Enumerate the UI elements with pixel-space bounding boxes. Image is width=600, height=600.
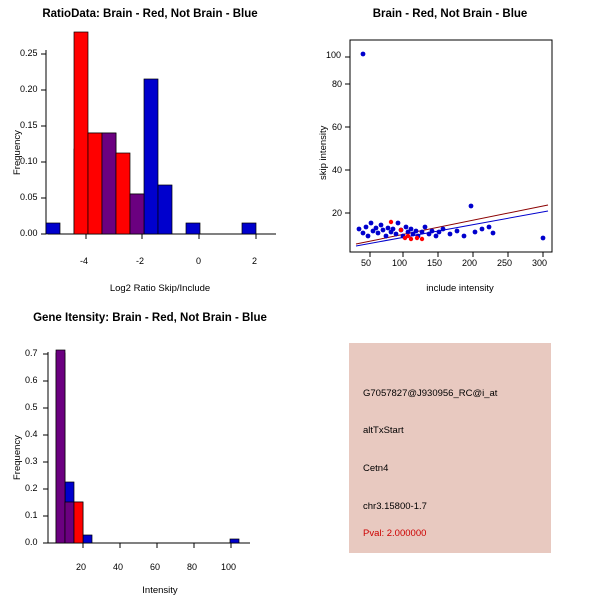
ytick-0.4: 0.4 [25,429,38,439]
ytick-0.15: 0.15 [20,120,38,130]
xtick-2: 2 [252,256,258,266]
ytick-100: 100 [326,50,342,60]
gene-info-box [349,343,551,553]
panel-gene-intensity-title: Gene Itensity: Brain - Red, Not Brain - Blue [33,312,267,324]
xtick-20: 20 [76,562,87,572]
scatter-plot [300,0,600,300]
ytick-0.7: 0.7 [25,348,38,358]
ytick-60: 60 [332,122,343,132]
xtick-100: 100 [392,258,408,268]
ytick-20: 20 [332,208,343,218]
info-event-type: altTxStart [363,425,404,436]
ytick-0.0: 0.0 [25,537,38,547]
ytick-0.3: 0.3 [25,456,38,466]
ytick-80: 80 [332,79,343,89]
info-gene-symbol: Cetn4 [363,463,389,474]
ytick-40: 40 [332,165,343,175]
panel-ratio-histogram-ylabel: Frequency [12,130,23,175]
ytick-0.1: 0.1 [25,510,38,520]
panel-ratio-histogram [0,0,300,300]
xtick-60: 60 [150,562,161,572]
ytick-0.5: 0.5 [25,402,38,412]
xtick-0: 0 [196,256,202,266]
panel-gene-intensity-ylabel: Frequency [12,435,23,480]
xtick-100: 100 [221,562,237,572]
xtick-250: 250 [497,258,513,268]
panel-gene-intensity-xlabel: Intensity [142,585,178,596]
ytick-0.00: 0.00 [20,228,38,238]
ytick-0.6: 0.6 [25,375,38,385]
xtick-300: 300 [532,258,548,268]
panel-ratio-histogram-title: RatioData: Brain - Red, Not Brain - Blue [42,8,258,20]
ytick-0.20: 0.20 [20,84,38,94]
ytick-0.10: 0.10 [20,156,38,166]
xtick--4: -4 [80,256,89,266]
xtick-50: 50 [361,258,372,268]
xtick--2: -2 [136,256,145,266]
ratio-histogram-plot [0,0,300,300]
ytick-0.05: 0.05 [20,192,38,202]
info-locus: chr3.15800-1.7 [363,501,427,512]
panel-scatter-xlabel: include intensity [426,283,494,294]
ytick-0.2: 0.2 [25,483,38,493]
panel-intensity-scatter [300,0,600,300]
panel-gene-info [300,300,600,600]
xtick-200: 200 [462,258,478,268]
xtick-80: 80 [187,562,198,572]
xtick-150: 150 [427,258,443,268]
panel-scatter-title: Brain - Red, Not Brain - Blue [372,8,528,20]
info-pval: Pval: 2.000000 [363,528,427,539]
info-probeset-id: G7057827@J930956_RC@i_at [363,388,498,399]
panel-scatter-ylabel: skip intensity [318,125,329,180]
panel-gene-intensity-histogram [0,300,300,600]
xtick-40: 40 [113,562,124,572]
panel-ratio-histogram-xlabel: Log2 Ratio Skip/Include [109,283,211,294]
ytick-0.25: 0.25 [20,48,38,58]
gene-intensity-histogram-plot [0,300,300,600]
